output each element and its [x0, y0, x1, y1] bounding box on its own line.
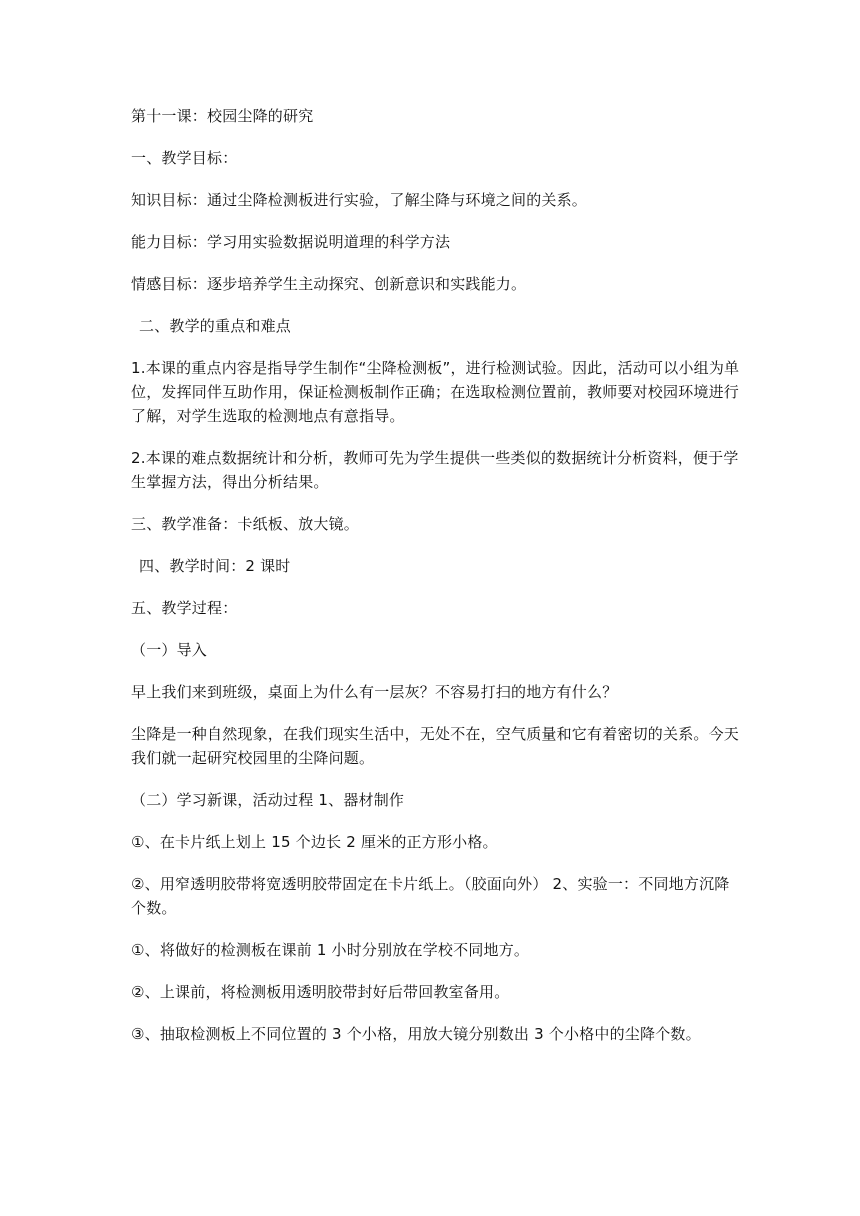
difficulty-paragraph: 2.本课的难点数据统计和分析，教师可先为学生提供一些类似的数据统计分析资料，便于学生掌握方法，得出分析结果。 [131, 449, 739, 491]
section-heading-key-points: 二、教学的重点和难点 [139, 317, 292, 335]
intro-paragraph: 尘降是一种自然现象，在我们现实生活中，无处不在，空气质量和它有着密切的关系。今天我们就一起研究校园里的尘降问题。 [131, 725, 740, 767]
section-heading-objectives: 一、教学目标： [131, 149, 238, 167]
section-heading-process: 五、教学过程： [131, 599, 238, 617]
key-point-paragraph: 1.本课的重点内容是指导学生制作“尘降检测板”，进行检测试验。因此，活动可以小组为单位，发挥同伴互助作用，保证检测板制作正确；在选取检测位置前，教师要对校园环境进行了解，对学生选取的检测地点有意指导。 [131, 359, 740, 425]
document-body [131, 104, 741, 1064]
subsection-new-lesson: （二）学习新课，活动过程 1、器材制作 [131, 791, 405, 809]
knowledge-objective: 知识目标：通过尘降检测板进行实验，了解尘降与环境之间的关系。 [131, 191, 588, 209]
step-list-item: ①、在卡片纸上划上 15 个边长 2 厘米的正方形小格。 [131, 833, 498, 851]
step-list-item: ①、将做好的检测板在课前 1 小时分别放在学校不同地方。 [131, 941, 530, 959]
step-list-item: ②、用窄透明胶带将宽透明胶带固定在卡片纸上。（胶面向外） 2、实验一：不同地方沉降个数。 [131, 875, 730, 917]
section-heading-time: 四、教学时间：2 课时 [139, 557, 291, 575]
subsection-introduction: （一）导入 [131, 641, 208, 659]
section-heading-preparation: 三、教学准备：卡纸板、放大镜。 [131, 515, 360, 533]
ability-objective: 能力目标：学习用实验数据说明道理的科学方法 [131, 233, 451, 251]
step-list-item: ②、上课前，将检测板用透明胶带封好后带回教室备用。 [131, 983, 510, 1001]
step-list-item: ③、抽取检测板上不同位置的 3 个小格，用放大镜分别数出 3 个小格中的尘降个数。 [131, 1025, 701, 1043]
lesson-title: 第十一课：校园尘降的研究 [131, 107, 314, 125]
intro-question: 早上我们来到班级，桌面上为什么有一层灰？不容易打扫的地方有什么？ [131, 683, 618, 701]
emotion-objective: 情感目标：逐步培养学生主动探究、创新意识和实践能力。 [131, 275, 527, 293]
